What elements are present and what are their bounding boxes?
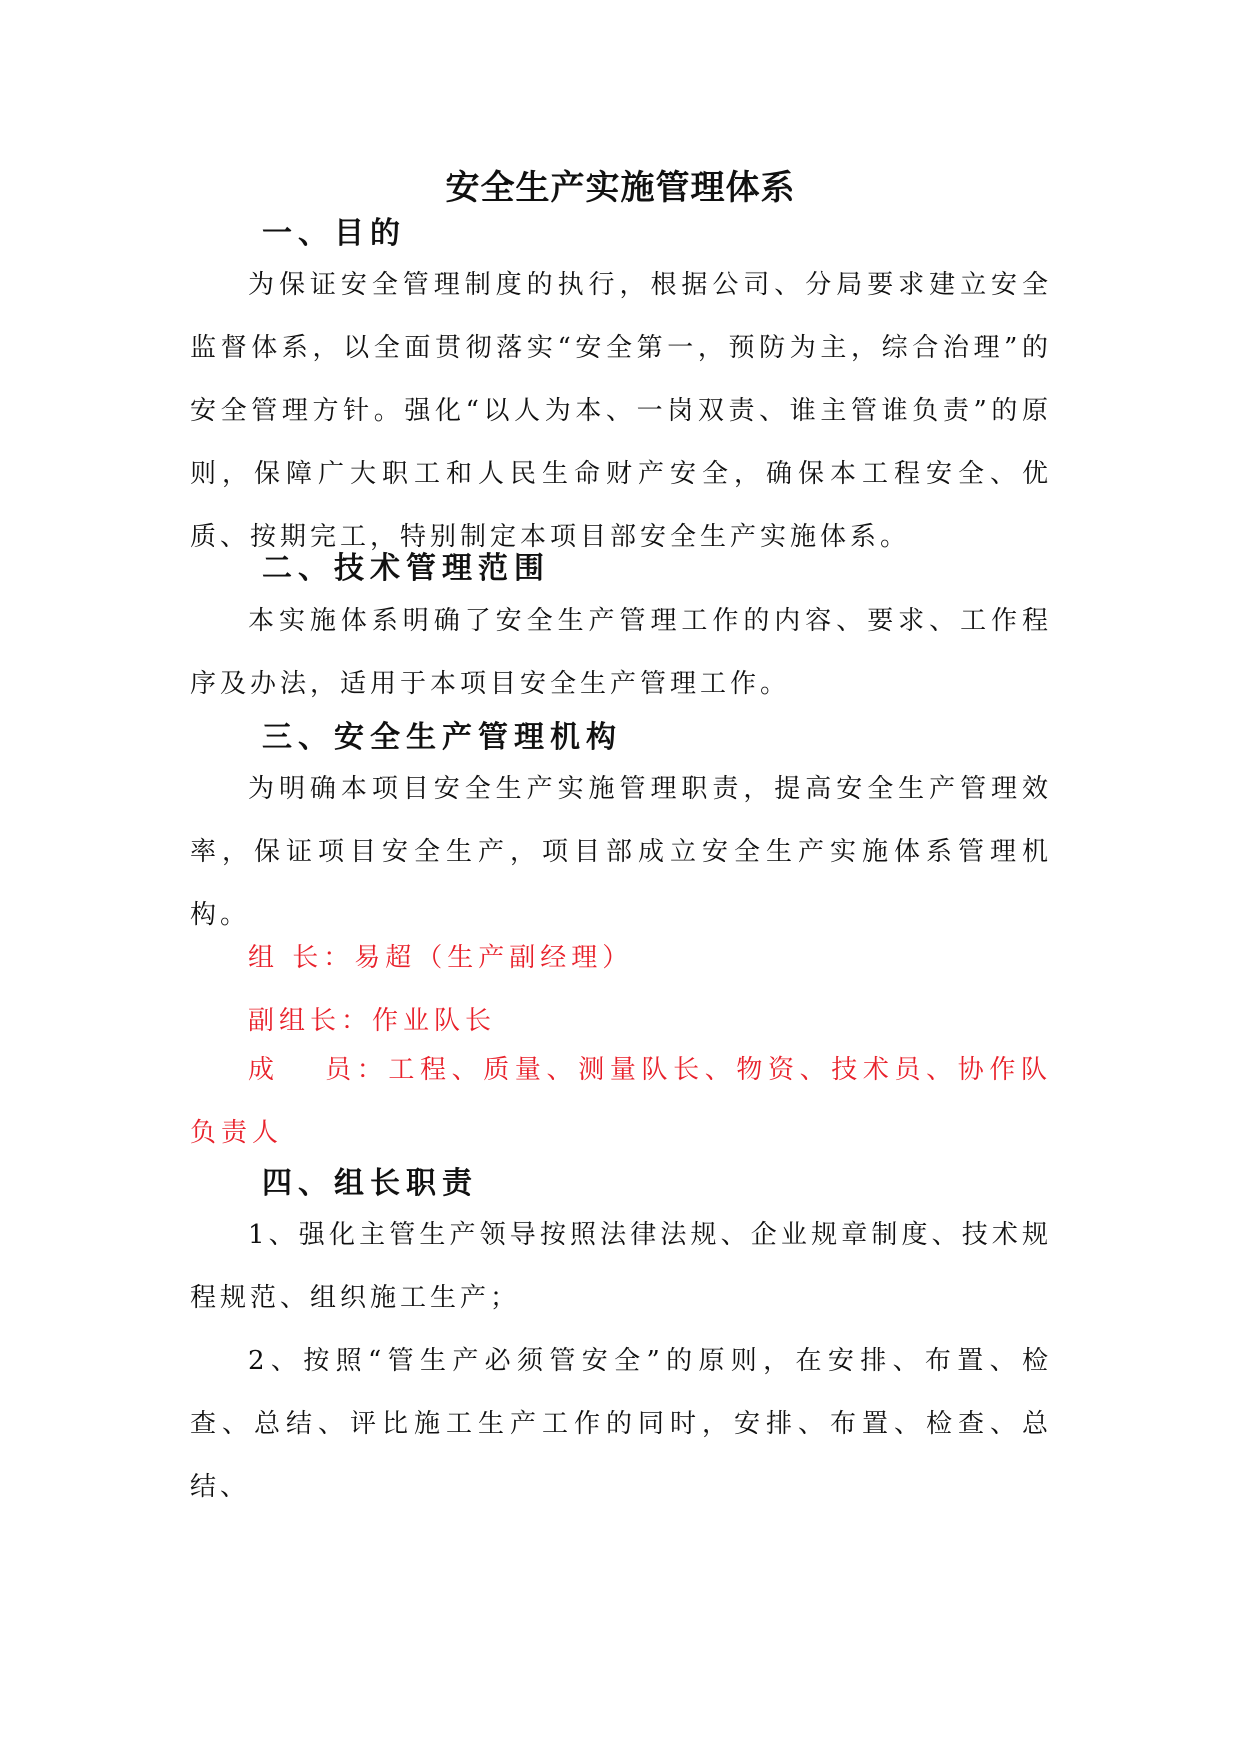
org-deputy: 副组长：作业队长 bbox=[248, 1006, 497, 1036]
section-paragraph-organization: 为明确本项目安全生产实施管理职责，提高安全生产管理效率，保证项目安全生产，项目部成立安全生产实施体系管理机构。 bbox=[190, 774, 1052, 930]
org-members: 成 员：工程、质量、测量队长、物资、技术员、协作队负责人 bbox=[190, 1055, 1052, 1148]
section-heading-purpose: 一、目的 bbox=[262, 216, 406, 251]
duty-item-1: 1、强化主管生产领导按照法律法规、企业规章制度、技术规程规范、组织施工生产； bbox=[190, 1220, 1052, 1313]
section-heading-scope: 二、技术管理范围 bbox=[262, 551, 550, 586]
org-leader: 组 长：易超（生产副经理） bbox=[248, 943, 634, 973]
section-heading-organization: 三、安全生产管理机构 bbox=[262, 720, 622, 755]
section-paragraph-purpose: 为保证安全管理制度的执行，根据公司、分局要求建立安全监督体系，以全面贯彻落实“安全第一，预防为主，综合治理”的安全管理方针。强化“以人为本、一岗双责、谁主管谁负责”的原则，保障广大职工和人民生命财产安全，确保本工程安全、优质、按期完工，特别制定本项目部安全生产实施体系。 bbox=[190, 270, 1052, 552]
section-paragraph-scope: 本实施体系明确了安全生产管理工作的内容、要求、工作程序及办法，适用于本项目安全生产管理工作。 bbox=[190, 606, 1052, 699]
document-title: 安全生产实施管理体系 bbox=[445, 168, 796, 208]
section-heading-leader-duties: 四、组长职责 bbox=[262, 1166, 478, 1201]
duty-item-2: 2、按照“管生产必须管安全”的原则，在安排、布置、检查、总结、评比施工生产工作的同时，安排、布置、检查、总结、 bbox=[190, 1346, 1052, 1502]
